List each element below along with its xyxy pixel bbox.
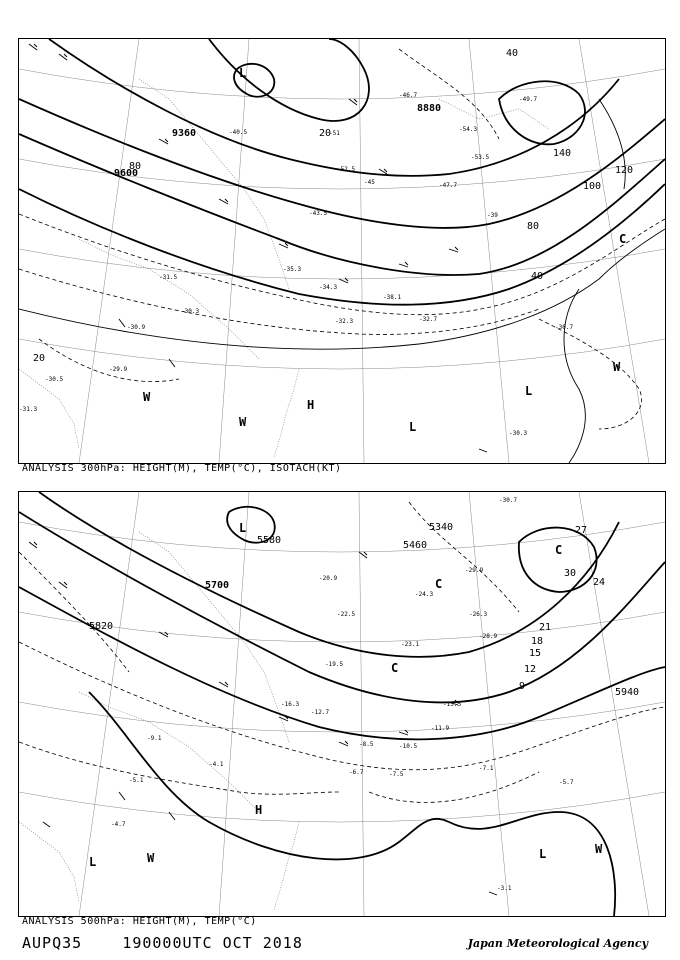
chart-code-and-time xyxy=(22,934,303,952)
station-value: -22.5 xyxy=(337,611,356,618)
map-panel-300hpa xyxy=(18,38,666,464)
station-value: -5.1 xyxy=(129,777,144,784)
contour-label: 140 xyxy=(553,148,572,159)
station-value: -4.1 xyxy=(209,761,224,768)
station-value: -6.7 xyxy=(349,769,364,776)
contour-label: 20 xyxy=(33,353,46,364)
station-value: -31.3 xyxy=(19,406,38,413)
low-center-label: L xyxy=(239,66,247,80)
contour-label: 21 xyxy=(539,622,552,633)
graticule xyxy=(19,39,665,463)
station-value: -11.9 xyxy=(431,725,450,732)
contour-label: 5460 xyxy=(403,540,428,551)
contour-label: 40 xyxy=(506,48,519,59)
station-value: -49.7 xyxy=(519,96,538,103)
coastline xyxy=(19,532,299,910)
station-value: -51 xyxy=(329,130,340,137)
station-values xyxy=(111,497,577,892)
station-value: -28.9 xyxy=(479,633,498,640)
agency-name: Japan Meteorological Agency xyxy=(467,937,648,950)
station-value: -30.9 xyxy=(127,324,146,331)
low-center-label: L xyxy=(239,521,247,535)
station-value: -43.5 xyxy=(309,210,328,217)
map-panel-500hpa xyxy=(18,491,666,917)
contour-label: 5580 xyxy=(257,535,282,546)
station-value: -16.3 xyxy=(281,701,300,708)
cold-center-label: C xyxy=(391,661,399,675)
contour-label: 18 xyxy=(531,636,544,647)
station-value: -15.5 xyxy=(443,701,462,708)
station-value: -26.3 xyxy=(469,611,488,618)
height-contours xyxy=(19,492,665,916)
warm-center-label: W xyxy=(613,360,621,374)
contour-label: 5940 xyxy=(615,687,640,698)
contour-label: 40 xyxy=(531,271,544,282)
station-value: -23.1 xyxy=(401,641,420,648)
station-value: -46.7 xyxy=(399,92,418,99)
contour-label: 5820 xyxy=(89,621,114,632)
panel-caption-500hpa: ANALYSIS 500hPa: HEIGHT(M), TEMP(°C) xyxy=(22,916,257,927)
contour-label: 9600 xyxy=(114,168,139,179)
contour-label: 100 xyxy=(583,181,602,192)
station-value: -34.3 xyxy=(319,284,338,291)
station-value: -54.3 xyxy=(459,126,478,133)
contour-label: 27 xyxy=(575,525,588,536)
contour-label: 120 xyxy=(615,165,634,176)
station-value: -30.3 xyxy=(181,308,200,315)
contour-label: 15 xyxy=(529,648,542,659)
contour-label: 9 xyxy=(519,681,526,692)
warm-center-label: W xyxy=(143,390,151,404)
station-value: -24.3 xyxy=(415,591,434,598)
cold-center-label: C xyxy=(619,232,627,246)
map-300hpa-svg xyxy=(19,39,665,463)
contour-label: 24 xyxy=(593,577,606,588)
panel-caption-300hpa: ANALYSIS 300hPa: HEIGHT(M), TEMP(°C), ISOTACH(KT) xyxy=(22,463,342,474)
warm-center-label: W xyxy=(595,842,603,856)
station-value: -40.5 xyxy=(229,129,248,136)
station-value: -30.3 xyxy=(509,430,528,437)
map-500hpa-svg xyxy=(19,492,665,916)
station-value: -3.1 xyxy=(497,885,512,892)
station-value: -38.1 xyxy=(383,294,402,301)
station-value: -31.5 xyxy=(159,274,178,281)
station-value: -30.7 xyxy=(555,324,574,331)
station-value: -29.9 xyxy=(465,567,484,574)
station-value: -30.7 xyxy=(499,497,518,504)
station-value: -5.7 xyxy=(559,779,574,786)
station-value: -7.1 xyxy=(479,765,494,772)
contour-label: 20 xyxy=(319,128,332,139)
station-value: -12.7 xyxy=(311,709,330,716)
high-center-label: H xyxy=(307,398,315,412)
pressure-centers xyxy=(143,66,626,434)
station-value: -29.9 xyxy=(109,366,128,373)
station-value: -19.5 xyxy=(325,661,344,668)
station-value: -52.5 xyxy=(337,166,356,173)
station-value: -32.7 xyxy=(419,316,438,323)
low-center-label: L xyxy=(89,855,97,869)
station-value: -32.3 xyxy=(335,318,354,325)
station-value: -7.5 xyxy=(389,771,404,778)
high-center-label: H xyxy=(255,803,263,817)
station-value: -53.5 xyxy=(471,154,490,161)
contour-label: 5700 xyxy=(205,580,230,591)
contour-label: 80 xyxy=(527,221,540,232)
station-value: -47.7 xyxy=(439,182,458,189)
low-center-label: L xyxy=(409,420,417,434)
station-value: -39 xyxy=(487,212,498,219)
cold-center-label: C xyxy=(435,577,443,591)
contour-label: 9360 xyxy=(172,128,197,139)
chart-code: AUPQ35 xyxy=(22,934,83,952)
valid-time: 190000UTC OCT 2018 xyxy=(122,934,303,952)
station-value: -9.1 xyxy=(147,735,162,742)
station-value: -30.5 xyxy=(45,376,64,383)
warm-center-label: W xyxy=(147,851,155,865)
station-value: -45 xyxy=(364,179,375,186)
contour-label: 30 xyxy=(564,568,577,579)
station-value: -10.5 xyxy=(399,743,418,750)
warm-center-label: W xyxy=(239,415,247,429)
contour-label: 80 xyxy=(129,161,142,172)
station-value: -8.5 xyxy=(359,741,374,748)
contour-label: 8880 xyxy=(417,103,442,114)
low-center-label: L xyxy=(539,847,547,861)
station-value: -20.9 xyxy=(319,575,338,582)
station-value: -4.7 xyxy=(111,821,126,828)
cold-center-label: C xyxy=(555,543,563,557)
contour-label: 5340 xyxy=(429,522,454,533)
station-value: -35.3 xyxy=(283,266,302,273)
isotherms xyxy=(19,502,665,802)
contour-label: 12 xyxy=(524,664,537,675)
low-center-label: L xyxy=(525,384,533,398)
